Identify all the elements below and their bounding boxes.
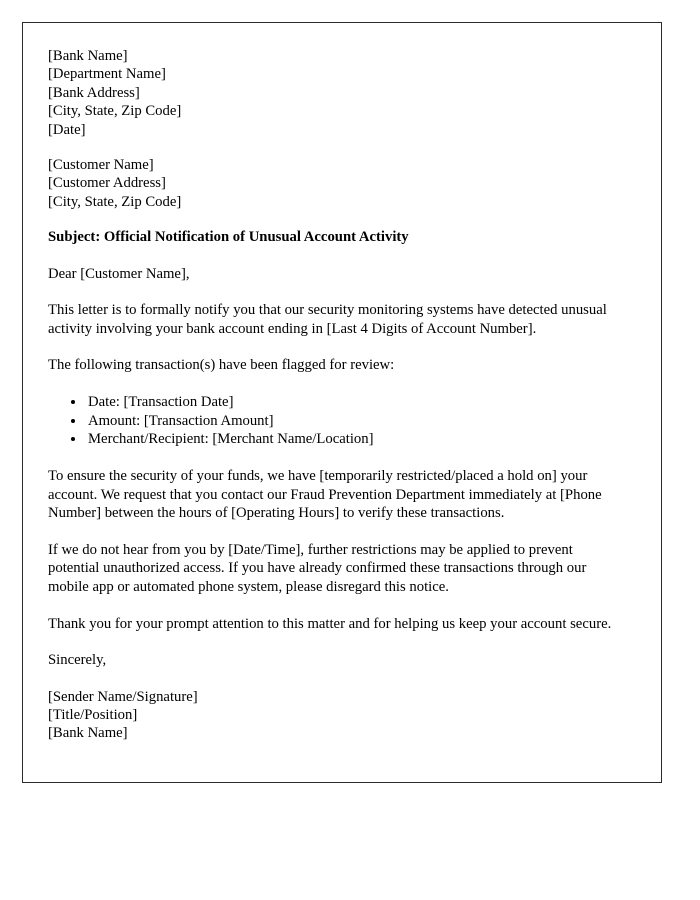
recipient-address-line-1: [Customer Name] bbox=[48, 157, 154, 174]
recipient-address-line-2: [Customer Address] bbox=[48, 175, 166, 192]
sender-address-line-3: [Bank Address] bbox=[48, 84, 140, 101]
letter-content bbox=[48, 47, 624, 743]
sender-address-line-1: [Bank Name] bbox=[48, 48, 128, 64]
salutation: Dear [Customer Name], bbox=[48, 265, 190, 282]
subject-line: Subject: Official Notification of Unusual Account Activity bbox=[48, 229, 409, 246]
sender-date-line: [Date] bbox=[48, 121, 86, 138]
recipient-address-block bbox=[48, 156, 624, 211]
recipient-address-line-3: [City, State, Zip Code] bbox=[48, 193, 182, 210]
sender-address-line-4: [City, State, Zip Code] bbox=[48, 103, 182, 120]
body-paragraph-3: To ensure the security of your funds, we have [temporarily restricted/placed a hold on] your account. We request that you contact our Fraud Prevention Department immediately at [Phone Number] between the hours of [Operating Hours] to verify these transactions. bbox=[48, 467, 602, 522]
document-page-border bbox=[22, 22, 662, 783]
signature-title-line: [Title/Position] bbox=[48, 706, 138, 723]
list-item: • Amount: [Transaction Amount] bbox=[86, 412, 624, 431]
signature-block bbox=[48, 688, 624, 743]
signature-name-line: [Sender Name/Signature] bbox=[48, 688, 198, 705]
body-paragraph-2: The following transaction(s) have been flagged for review: bbox=[48, 357, 395, 374]
transaction-list bbox=[48, 393, 624, 449]
list-item: • Date: [Transaction Date] bbox=[86, 393, 624, 412]
sender-address-line-2: [Department Name] bbox=[48, 66, 166, 83]
list-item: • Merchant/Recipient: [Merchant Name/Location] bbox=[86, 430, 624, 449]
body-paragraph-1: This letter is to formally notify you that our security monitoring systems have detected unusual activity involving your bank account ending in [Last 4 Digits of Account Number]. bbox=[48, 302, 607, 337]
sender-address-block bbox=[48, 47, 624, 139]
signature-bank-line: [Bank Name] bbox=[48, 725, 128, 742]
body-paragraph-4: If we do not hear from you by [Date/Time], further restrictions may be applied to prevent potential unauthorized access. If you have already confirmed these transactions through our mobile app or automated phone system, please disregard this notice. bbox=[48, 541, 587, 595]
closing-line: Sincerely, bbox=[48, 652, 107, 669]
body-paragraph-5: Thank you for your prompt attention to this matter and for helping us keep your account secure. bbox=[48, 615, 612, 632]
